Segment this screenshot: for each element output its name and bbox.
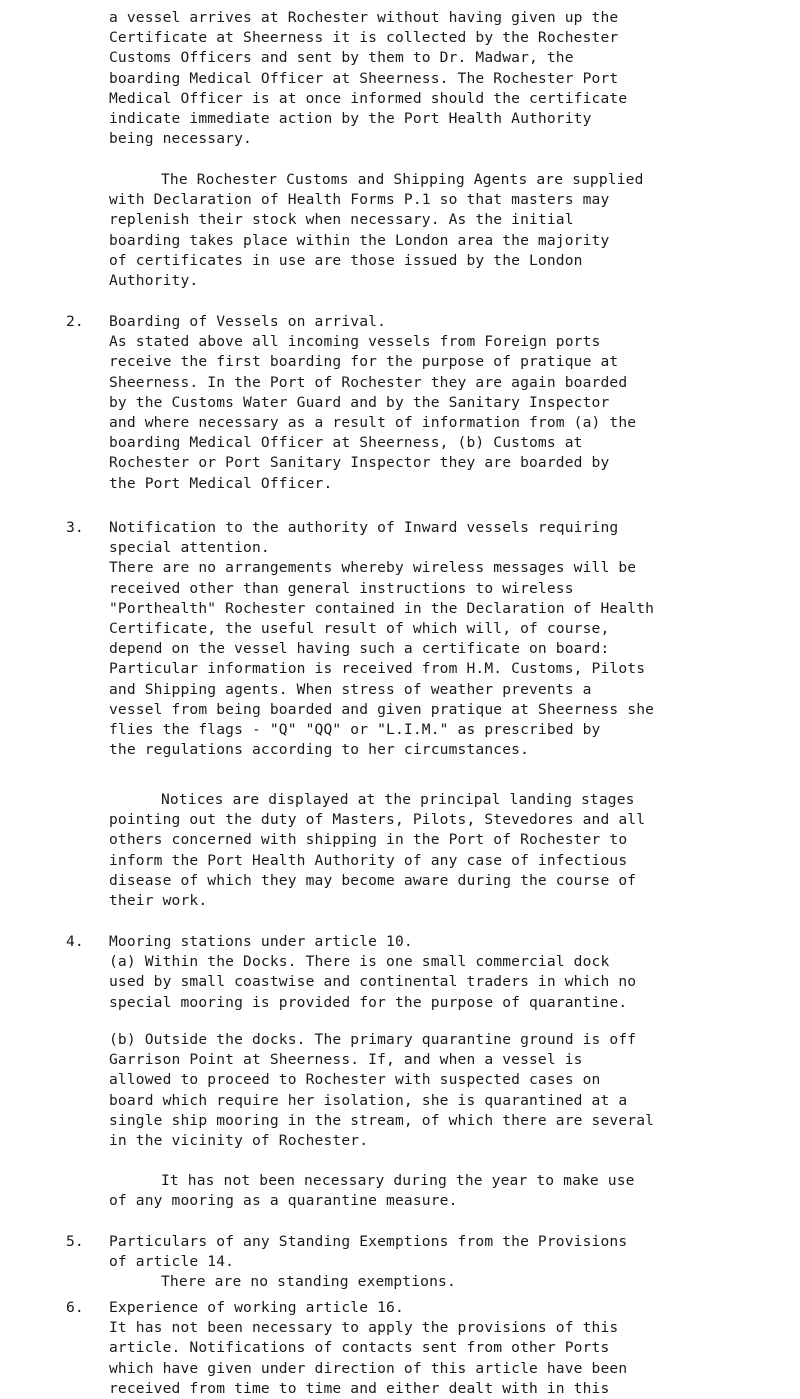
text-line: of any mooring as a quarantine measure. xyxy=(109,1192,458,1210)
text-line: Rochester or Port Sanitary Inspector they are boarded by xyxy=(109,454,610,472)
section-heading: Experience of working article 16. xyxy=(109,1299,404,1316)
text-line: received other than general instructions to wireless xyxy=(109,579,574,597)
paragraph-text xyxy=(109,1171,769,1211)
section-boarding-of-vessels xyxy=(109,312,769,494)
text-line: As stated above all incoming vessels from Foreign ports xyxy=(109,333,601,351)
paragraph-text xyxy=(109,1298,769,1399)
section-number: 4. xyxy=(66,933,84,950)
text-line: board which require her isolation, she is quarantined at a xyxy=(109,1091,628,1109)
paragraph-text xyxy=(109,8,769,149)
section-heading: Particulars of any Standing Exemptions from the Provisions xyxy=(109,1233,628,1250)
text-line: the regulations according to her circumstances. xyxy=(109,741,530,759)
text-line: There are no arrangements whereby wireless messages will be xyxy=(109,559,637,577)
section-mooring-stations xyxy=(109,932,769,1013)
text-line: replenish their stock when necessary. As the initial xyxy=(109,211,574,229)
text-line: article. Notifications of contacts sent from other Ports xyxy=(109,1339,610,1357)
section-standing-exemptions xyxy=(109,1232,769,1293)
text-line: Authority. xyxy=(109,272,199,290)
section-heading: Notification to the authority of Inward vessels requiring xyxy=(109,519,619,536)
section-heading: Mooring stations under article 10. xyxy=(109,933,413,950)
text-line: allowed to proceed to Rochester with suspected cases on xyxy=(109,1071,601,1089)
text-line: disease of which they may become aware during the course of xyxy=(109,871,637,889)
text-line: of certificates in use are those issued by the London xyxy=(109,251,583,269)
section-heading: Boarding of Vessels on arrival. xyxy=(109,313,387,330)
paragraph-text xyxy=(109,1030,769,1151)
text-line: others concerned with shipping in the Port of Rochester to xyxy=(109,831,628,849)
paragraph-text xyxy=(109,932,769,1013)
text-line: Notices are displayed at the principal landing stages xyxy=(161,791,635,808)
text-line: boarding Medical Officer at Sheerness. The Rochester Port xyxy=(109,69,619,87)
section-article-16-experience xyxy=(109,1298,769,1399)
paragraph-text xyxy=(109,170,769,291)
text-line: indicate immediate action by the Port Health Authority xyxy=(109,110,592,128)
text-line: depend on the vessel having such a certificate on board: xyxy=(109,640,610,658)
text-line: received from time to time and either dealt with in this xyxy=(109,1379,610,1397)
text-line: being necessary. xyxy=(109,130,252,148)
text-line: It has not been necessary to apply the provisions of this xyxy=(109,1319,619,1337)
text-line: by the Customs Water Guard and by the Sanitary Inspector xyxy=(109,393,610,411)
text-line: with Declaration of Health Forms P.1 so that masters may xyxy=(109,191,610,209)
text-line: Medical Officer is at once informed should the certificate xyxy=(109,89,628,107)
section-number: 6. xyxy=(66,1299,84,1316)
text-line: It has not been necessary during the year to make use xyxy=(161,1172,635,1189)
text-line: in the vicinity of Rochester. xyxy=(109,1132,369,1150)
text-line: There are no standing exemptions. xyxy=(161,1273,456,1291)
text-line: Particular information is received from H.M. Customs, Pilots xyxy=(109,660,646,678)
text-line: receive the first boarding for the purpose of pratique at xyxy=(109,353,619,371)
text-line: the Port Medical Officer. xyxy=(109,474,333,492)
text-line: inform the Port Health Authority of any case of infectious xyxy=(109,851,628,869)
paragraph-text xyxy=(109,1232,769,1293)
paragraph-health-forms xyxy=(109,170,769,291)
text-line: and Shipping agents. When stress of weather prevents a xyxy=(109,680,592,698)
text-line: their work. xyxy=(109,892,208,910)
text-line: which have given under direction of this article have been xyxy=(109,1359,628,1377)
paragraph-notices-displayed xyxy=(109,790,769,911)
text-line: (b) Outside the docks. The primary quarantine ground is off xyxy=(109,1031,637,1048)
text-line: Certificate at Sheerness it is collected by the Rochester xyxy=(109,29,619,47)
section-number: 3. xyxy=(66,519,84,536)
paragraph-text xyxy=(109,312,769,494)
text-line: special attention. xyxy=(109,539,270,557)
text-line: boarding takes place within the London area the majority xyxy=(109,231,610,249)
text-line: (a) Within the Docks. There is one small commercial dock xyxy=(109,953,610,971)
section-notification-inward-vessels xyxy=(109,518,769,760)
paragraph-text xyxy=(109,518,769,760)
text-line: "Porthealth" Rochester contained in the Declaration of Health xyxy=(109,599,655,617)
paragraph-certificate-collection xyxy=(109,8,769,149)
text-line: Certificate, the useful result of which will, of course, xyxy=(109,620,610,638)
paragraph-outside-docks xyxy=(109,1030,769,1151)
section-heading: of article 14. xyxy=(109,1253,235,1271)
text-line: boarding Medical Officer at Sheerness, (b) Customs at xyxy=(109,434,583,452)
text-line: a vessel arrives at Rochester without having given up the xyxy=(109,9,619,26)
text-line: Sheerness. In the Port of Rochester they are again boarded xyxy=(109,373,628,391)
text-line: pointing out the duty of Masters, Pilots, Stevedores and all xyxy=(109,811,646,829)
text-line: and where necessary as a result of information from (a) the xyxy=(109,414,637,432)
text-line: The Rochester Customs and Shipping Agents are supplied xyxy=(161,171,644,188)
text-line: special mooring is provided for the purpose of quarantine. xyxy=(109,993,628,1011)
text-line: Garrison Point at Sheerness. If, and when a vessel is xyxy=(109,1051,583,1069)
text-line: vessel from being boarded and given pratique at Sheerness she xyxy=(109,700,655,718)
paragraph-text xyxy=(109,790,769,911)
section-number: 2. xyxy=(66,313,84,330)
paragraph-mooring-use xyxy=(109,1171,769,1211)
text-line: Customs Officers and sent by them to Dr. Madwar, the xyxy=(109,49,574,67)
text-line: used by small coastwise and continental traders in which no xyxy=(109,973,637,991)
section-number: 5. xyxy=(66,1233,84,1250)
text-line: single ship mooring in the stream, of which there are several xyxy=(109,1111,655,1129)
text-line: flies the flags - "Q" "QQ" or "L.I.M." as prescribed by xyxy=(109,721,601,739)
